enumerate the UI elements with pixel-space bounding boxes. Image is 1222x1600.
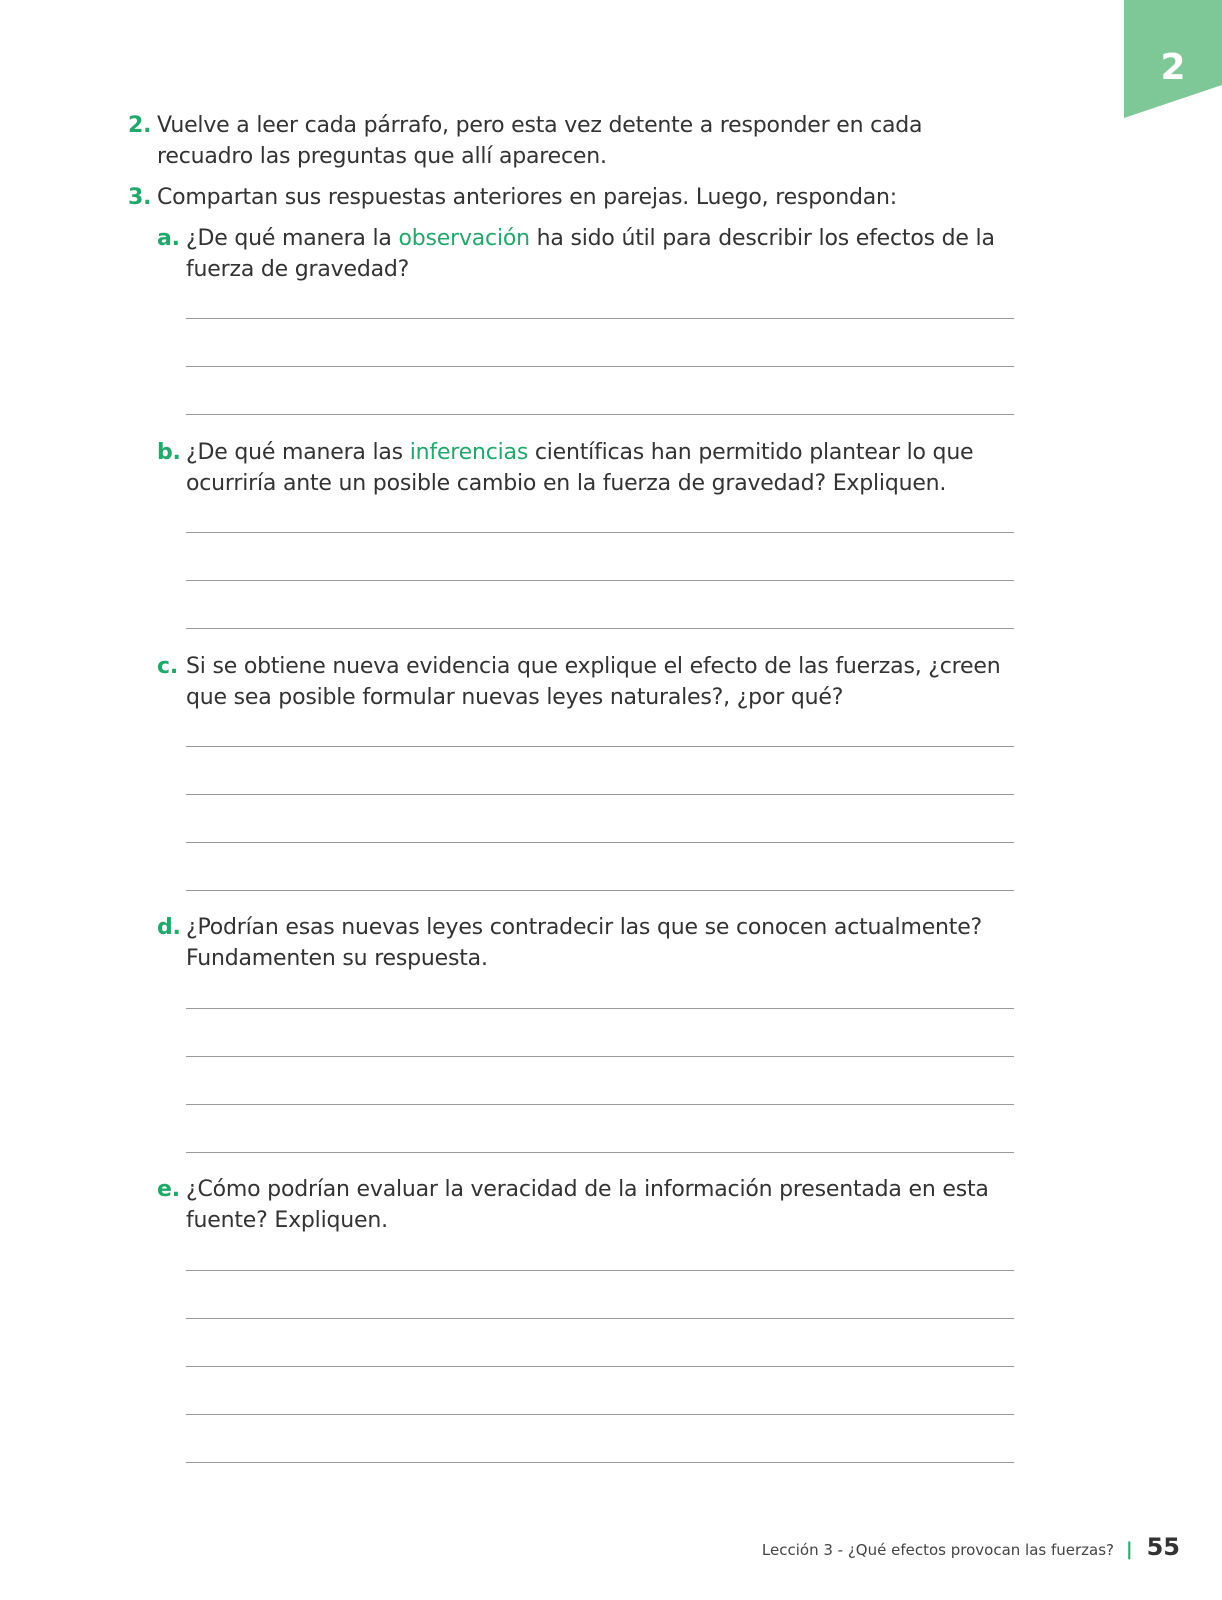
subquestion-e-letter: e. bbox=[157, 1177, 180, 1202]
answer-line[interactable] bbox=[186, 1318, 1014, 1319]
answer-line[interactable] bbox=[186, 890, 1014, 891]
term-inferencias: inferencias bbox=[409, 440, 529, 465]
answer-line[interactable] bbox=[186, 414, 1014, 415]
question-3 bbox=[128, 182, 998, 213]
answer-line[interactable] bbox=[186, 746, 1014, 747]
subquestion-a-text: ¿De qué manera la observación ha sido útil para describir los efectos de la fuerza de gravedad? bbox=[186, 226, 995, 282]
question-3-number: 3. bbox=[128, 185, 152, 210]
question-2 bbox=[128, 110, 998, 172]
footer-lesson-title: Lección 3 - ¿Qué efectos provocan las fuerzas? bbox=[761, 1541, 1115, 1559]
answer-line[interactable] bbox=[186, 580, 1014, 581]
subquestion-e-text: ¿Cómo podrían evaluar la veracidad de la información presentada en esta fuente? Expliquen. bbox=[186, 1177, 989, 1233]
subquestion-e bbox=[157, 1174, 1007, 1236]
question-3-text: Compartan sus respuestas anteriores en parejas. Luego, respondan: bbox=[157, 185, 897, 210]
subquestion-c bbox=[157, 651, 1007, 713]
answer-line[interactable] bbox=[186, 366, 1014, 367]
answer-line[interactable] bbox=[186, 1270, 1014, 1271]
subquestion-c-letter: c. bbox=[157, 654, 178, 679]
answer-line[interactable] bbox=[186, 1104, 1014, 1105]
subquestion-d-letter: d. bbox=[157, 915, 181, 940]
term-observacion: observación bbox=[398, 226, 530, 251]
subquestion-d-text: ¿Podrían esas nuevas leyes contradecir las que se conocen actualmente? Fundamenten su respuesta. bbox=[186, 915, 983, 971]
question-2-number: 2. bbox=[128, 113, 152, 138]
subquestion-d bbox=[157, 912, 1007, 974]
answer-line[interactable] bbox=[186, 1008, 1014, 1009]
subquestion-b-letter: b. bbox=[157, 440, 181, 465]
footer-separator: | bbox=[1126, 1539, 1133, 1560]
answer-line[interactable] bbox=[186, 1366, 1014, 1367]
subquestion-a bbox=[157, 223, 1007, 285]
answer-line[interactable] bbox=[186, 318, 1014, 319]
page-footer bbox=[762, 1533, 1180, 1561]
chapter-number: 2 bbox=[1160, 47, 1186, 88]
page-number: 55 bbox=[1146, 1533, 1180, 1561]
subquestion-a-letter: a. bbox=[157, 226, 180, 251]
answer-line[interactable] bbox=[186, 532, 1014, 533]
subquestion-b bbox=[157, 437, 1007, 499]
question-2-text: Vuelve a leer cada párrafo, pero esta vez detente a responder en cada recuadro las preguntas que allí aparecen. bbox=[157, 113, 923, 169]
answer-line[interactable] bbox=[186, 1462, 1014, 1463]
answer-line[interactable] bbox=[186, 1056, 1014, 1057]
subquestion-c-text: Si se obtiene nueva evidencia que explique el efecto de las fuerzas, ¿creen que sea posible formular nuevas leyes naturales?, ¿por qué? bbox=[186, 654, 1001, 710]
answer-line[interactable] bbox=[186, 1152, 1014, 1153]
answer-line[interactable] bbox=[186, 794, 1014, 795]
answer-line[interactable] bbox=[186, 1414, 1014, 1415]
subquestion-b-text: ¿De qué manera las inferencias científicas han permitido plantear lo que ocurriría ante un posible cambio en la fuerza de gravedad? Expliquen. bbox=[186, 440, 974, 496]
answer-line[interactable] bbox=[186, 628, 1014, 629]
answer-line[interactable] bbox=[186, 842, 1014, 843]
